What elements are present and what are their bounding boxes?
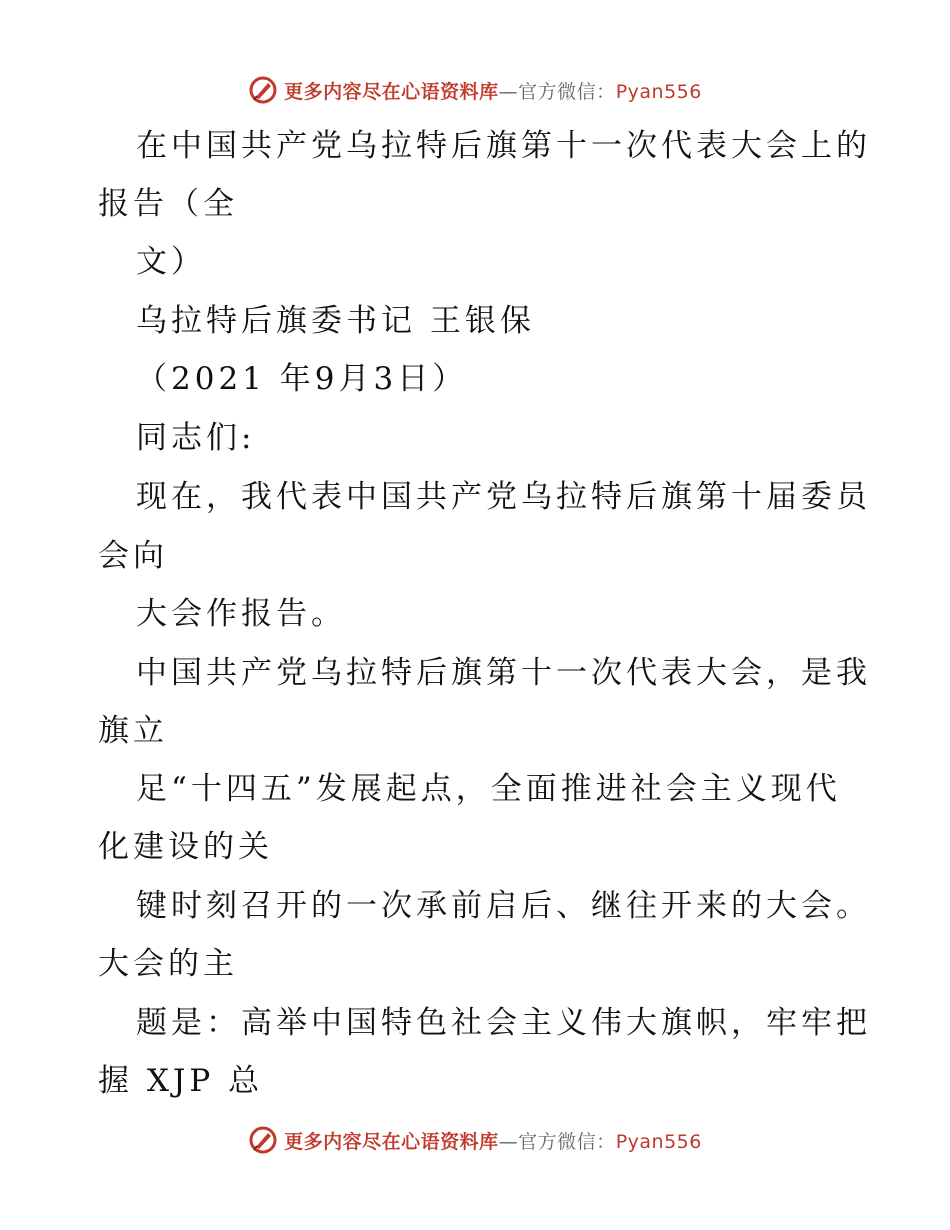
watermark-banner-top	[0, 70, 950, 110]
quill-pen-circle-icon	[248, 1125, 278, 1155]
doc-paragraph-line: 中国共产党乌拉特后旗第十一次代表大会，是我	[136, 655, 871, 691]
watermark-text	[284, 77, 702, 104]
quill-pen-circle-icon	[248, 75, 278, 105]
watermark-wechat-label: 官方微信：	[518, 80, 616, 103]
watermark-wechat-id: Pyan556	[615, 1130, 702, 1153]
watermark-dash: —	[498, 80, 519, 103]
doc-paragraph-line: 握 XJP 总	[98, 1063, 264, 1099]
doc-paragraph-line: 大会作报告。	[136, 596, 346, 632]
doc-paragraph-line: 键时刻召开的一次承前启后、继往开来的大会。	[136, 888, 871, 924]
watermark-text	[284, 1127, 702, 1154]
watermark-wechat-id: Pyan556	[615, 80, 702, 103]
doc-title-line-2: 报告（全	[98, 186, 238, 222]
watermark-dash: —	[498, 1130, 519, 1153]
doc-title-line-3: 文）	[136, 244, 206, 280]
watermark-brand: 更多内容尽在心语资料库	[284, 80, 499, 103]
doc-salutation: 同志们:	[136, 420, 256, 456]
doc-paragraph-line: 化建设的关	[98, 829, 273, 865]
watermark-brand: 更多内容尽在心语资料库	[284, 1130, 499, 1153]
doc-paragraph-line: 会向	[98, 538, 168, 574]
doc-paragraph-line: 旗立	[98, 713, 168, 749]
doc-author-line: 乌拉特后旗委书记 王银保	[136, 303, 535, 339]
watermark-wechat-label: 官方微信：	[518, 1130, 616, 1153]
doc-paragraph-line: 足“十四五”发展起点，全面推进社会主义现代	[136, 771, 841, 807]
doc-paragraph-line: 大会的主	[98, 946, 238, 982]
doc-date-line: （2021 年9月3日）	[136, 361, 468, 397]
watermark-banner-bottom	[0, 1120, 950, 1160]
doc-paragraph-line: 现在，我代表中国共产党乌拉特后旗第十届委员	[136, 479, 871, 515]
doc-title-line-1: 在中国共产党乌拉特后旗第十一次代表大会上的	[136, 128, 871, 164]
doc-paragraph-line: 题是：高举中国特色社会主义伟大旗帜，牢牢把	[136, 1005, 871, 1041]
